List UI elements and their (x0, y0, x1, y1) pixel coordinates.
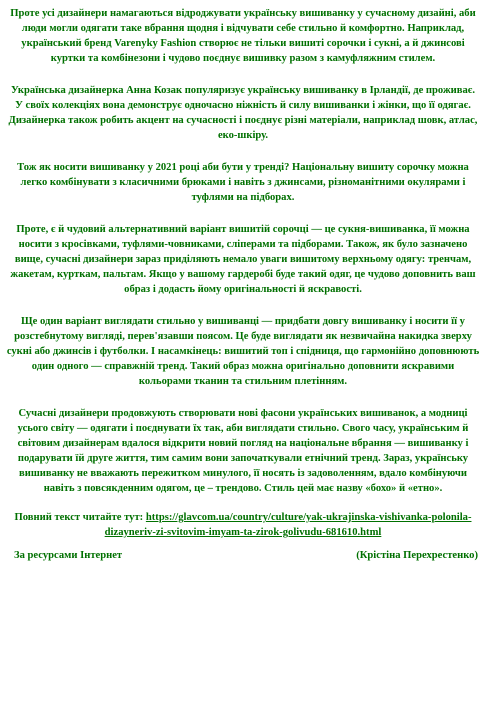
article-page (6, 6, 480, 563)
full-text-label: Повний текст читайте тут: (14, 512, 144, 523)
article-footer (6, 548, 480, 563)
full-text-reference (6, 510, 480, 540)
article-paragraph: Проте усі дизайнери намагаються відроджувати українську вишиванку у сучасному дизайні, аби люди могли одягати таке вбрання щодня і відчувати себе стильно й комфортно. Наприклад, український бренд Varenyky Fashion створює не тільки вишиті сорочки і сукні, а й джинсові куртки та комбінезони і чудово поєднує вишивку разом з камуфляжним стилем. (10, 8, 476, 64)
article-paragraph: Проте, є й чудовий альтернативний варіант вишитій сорочці — це сукня-вишиванка, її можна носити з кросівками, туфлями-човниками, сліперами та підборами. Також, як було зазначено вище, сучасні дизайнери зараз приділяють немало уваги вишитому верхньому одягу: тренчам, жакетам, курткам, пальтам. Якщо у вашому гардеробі буде такий одяг, це чудово доповнить ваш образ і додасть йому оригінальності й яскравості. (10, 224, 476, 295)
article-paragraph: Сучасні дизайнери продовжують створювати нові фасони українських вишиванок, а модниці усього світу — одягати і поєднувати їх так, аби виглядати стильно. Свого часу, українським й світовим дизайнерам вдалося відкрити новий погляд на національне вбрання — вишиванку і подарувати їй друге життя, тим самим вони започаткували етнічний тренд. Зараз, українську вишиванку не вважають пережитком минулого, її носять із задоволенням, вдало комбінуючи навіть з повсякденним одягом, це – трендово. Стиль цей має назву «бохо» й «етно». (17, 408, 469, 494)
full-text-link[interactable]: https://glavcom.ua/country/culture/yak-ukrajinska-vishivanka-polonila-dizayneriv-zi-svitovim-imyam-ta-zirok-golivudu-681610.html (104, 512, 472, 538)
author-name: (Крістіна Перехрестенко) (356, 550, 478, 561)
article-paragraph: Ще один варіант виглядати стильно у вишиванці — придбати довгу вишиванку і носити її у розстебнутому вигляді, перев'язавши поясом. Це буде виглядати як незвичайна накидка зверху сукні або джинсів і футболки. І насамкінець: вишитий топ і спідниця, що гармонійно доповнюють один одного — справжній тренд. Такий образ можна оригінально доповнити яскравими кольорами тканин та стильним плетінням. (6, 316, 480, 387)
article-paragraph: Українська дизайнерка Анна Козак популяризує українську вишиванку в Ірландії, де проживає. У своїх колекціях вона демонструє одночасно ніжність й силу вишиванки і жінки, що її одягає. Дизайнерка також робить акцент на сучасності і поєднує різні матеріали, наприклад шовк, атлас, еко-шкіру. (8, 85, 478, 141)
article-paragraph: Тож як носити вишиванку у 2021 році аби бути у тренді? Національну вишиту сорочку можна легко комбінувати з класичними брюками і навіть з джинсами, різноманітними окулярами і туфлями на підборах. (17, 162, 469, 203)
source-note: За ресурсами Інтернет (14, 550, 123, 561)
